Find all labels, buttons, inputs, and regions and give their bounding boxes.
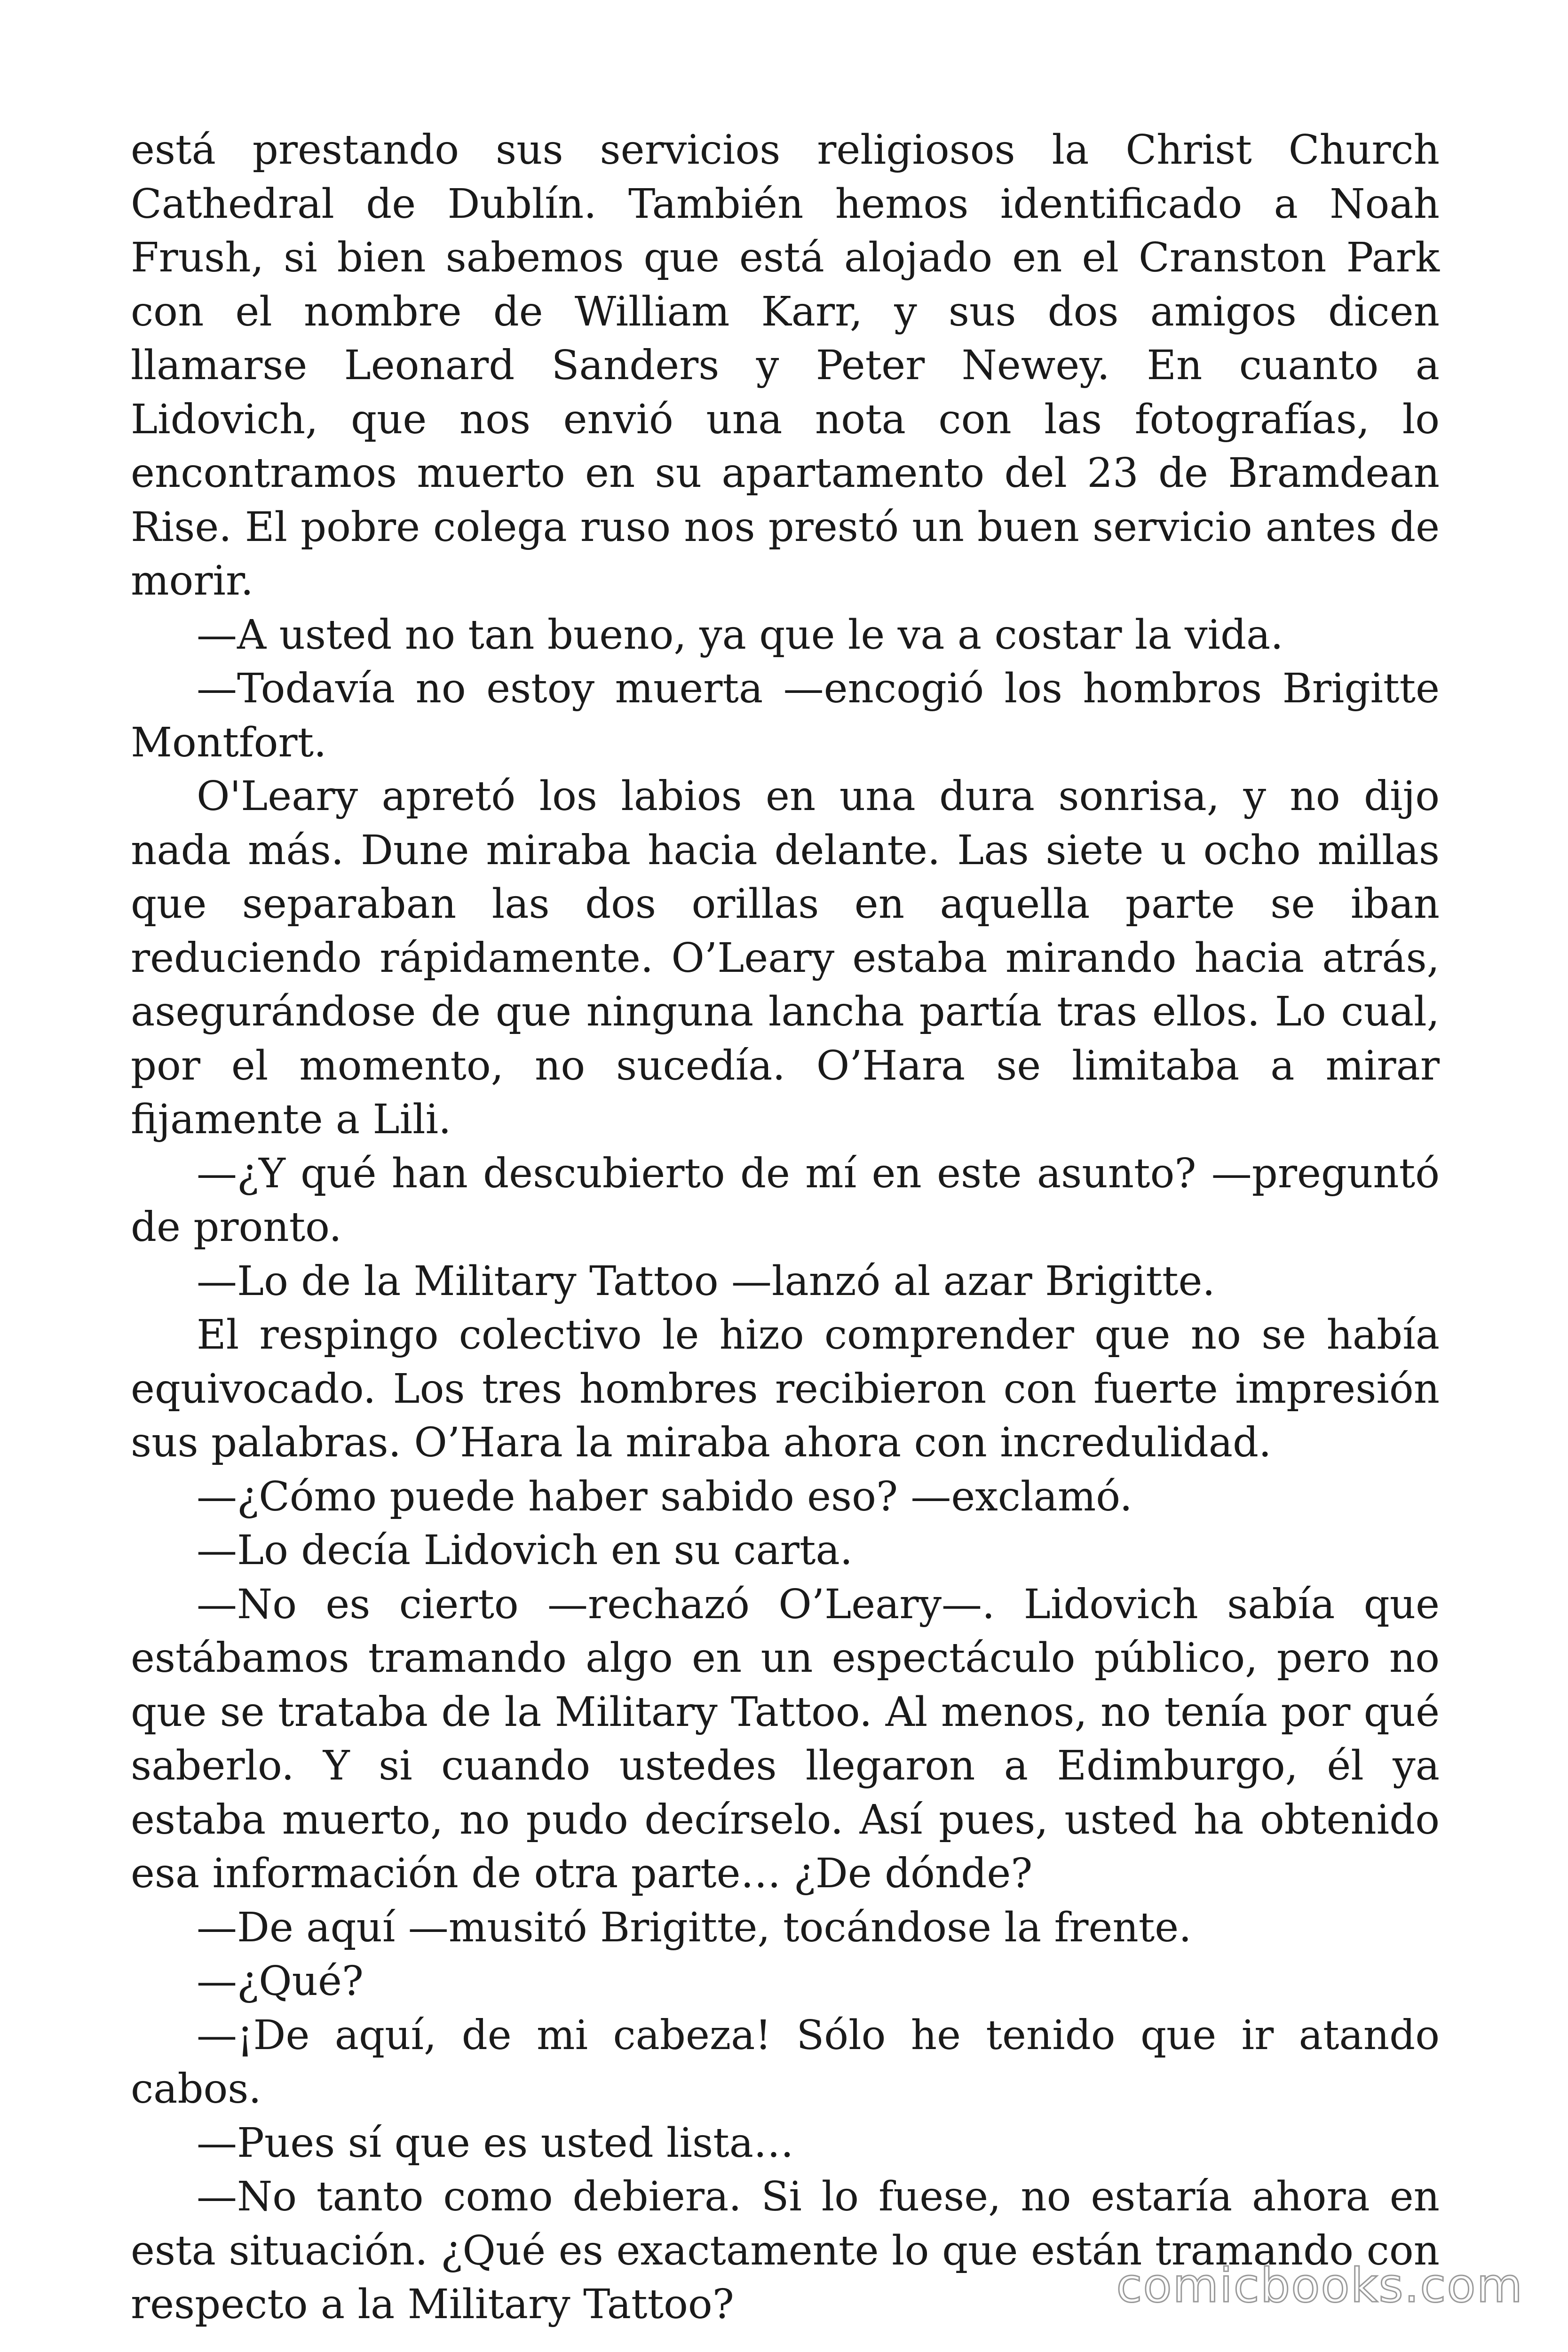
paragraph: —A usted no tan bueno, ya que le va a costar la vida.: [197, 611, 1283, 659]
watermark: comicbooks.com: [1116, 2258, 1523, 2313]
paragraph: —¿Y qué han descubierto de mí en este asunto? —preguntó de pronto.: [131, 1150, 1440, 1251]
paragraph: —Lo decía Lidovich en su carta.: [197, 1527, 853, 1574]
paragraph: —¿Cómo puede haber sabido eso? —exclamó.: [197, 1473, 1132, 1520]
paragraph: —¡De aquí, de mi cabeza! Sólo he tenido que ir atando cabos.: [131, 2011, 1440, 2113]
paragraph: —Lo de la Military Tattoo —lanzó al azar Brigitte.: [197, 1257, 1215, 1305]
paragraph: —No es cierto —rechazó O’Leary—. Lidovich sabía que estábamos tramando algo en un espectáculo público, pero no que se trataba de la Military Tattoo. Al menos, no tenía por qué saberlo. Y si cuando ustedes llegaron a Edimburgo, él ya estaba muerto, no pudo decírselo. Así pues, usted ha obtenido esa información de otra parte… ¿De dónde?: [131, 1581, 1440, 1897]
paragraph-continuation: está prestando sus servicios religiosos la Christ Church Cathedral de Dublín. También hemos identificado a Noah Frush, si bien sabemos que está alojado en el Cranston Park con el nombre de William Karr, y sus dos amigos dicen llamarse Leonard Sanders y Peter Newey. En cuanto a Lidovich, que nos envió una nota con las fotografías, lo encontramos muerto en su apartamento del 23 de Bramdean Rise. El pobre colega ruso nos prestó un buen servicio antes de morir.: [131, 127, 1440, 604]
paragraph: —De aquí —musitó Brigitte, tocándose la frente.: [197, 1904, 1192, 1951]
body-text: [131, 123, 1440, 2332]
paragraph: —Todavía no estoy muerta —encogió los hombros Brigitte Montfort.: [131, 665, 1440, 766]
paragraph: El respingo colectivo le hizo comprender que no se había equivocado. Los tres hombres recibieron con fuerte impresión sus palabras. O’Hara la miraba ahora con incredulidad.: [131, 1311, 1440, 1466]
paragraph: O'Leary apretó los labios en una dura sonrisa, y no dijo nada más. Dune miraba hacia delante. Las siete u ocho millas que separaban las dos orillas en aquella parte se iban reduciendo rápidamente. O’Leary estaba mirando hacia atrás, asegurándose de que ninguna lancha partía tras ellos. Lo cual, por el momento, no sucedía. O’Hara se limitaba a mirar fijamente a Lili.: [131, 773, 1440, 1143]
paragraph: —No tanto como debiera. Si lo fuese, no estaría ahora en esta situación. ¿Qué es exactamente lo que están tramando con respecto a la Military Tattoo?: [131, 2173, 1440, 2328]
paragraph: —¿Qué?: [197, 1958, 364, 2005]
paragraph: —Pues sí que es usted lista…: [197, 2119, 794, 2167]
